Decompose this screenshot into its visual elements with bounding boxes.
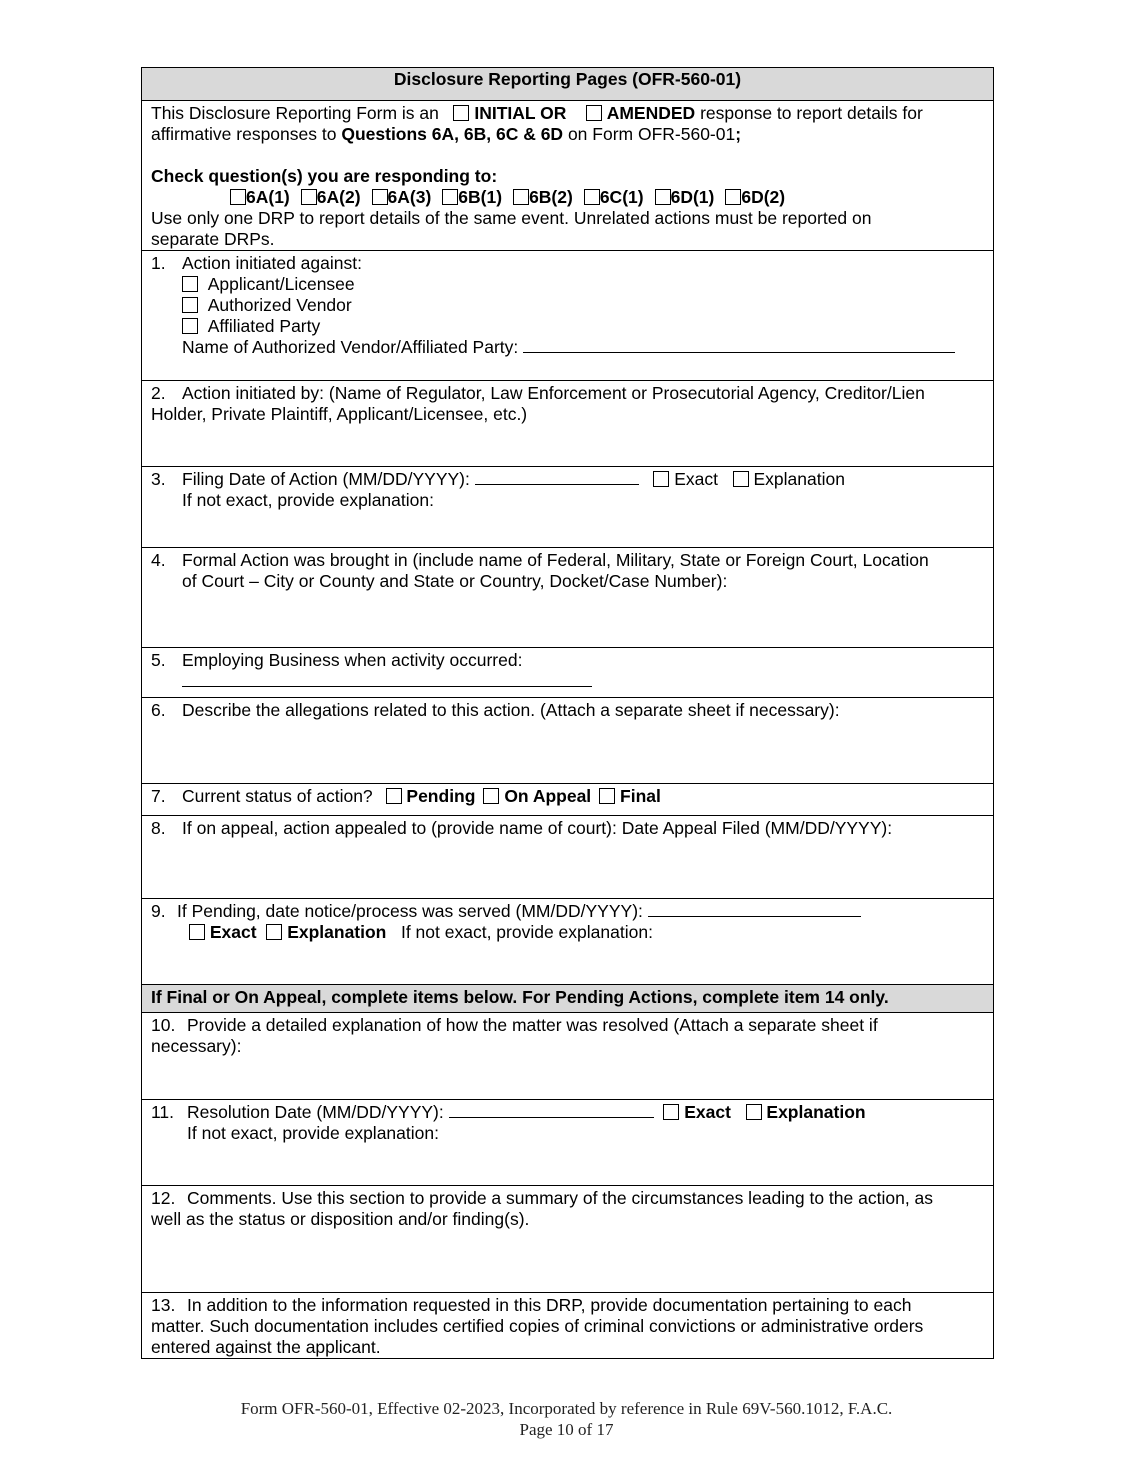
item1-label: Action initiated against: — [182, 253, 362, 273]
question-option-label: 6A(1) — [246, 187, 290, 207]
question-options — [151, 187, 984, 208]
question-checkbox[interactable] — [442, 189, 458, 205]
item-9 — [142, 898, 993, 984]
intro-line2-prefix: affirmative responses to — [151, 124, 337, 144]
item-number: 4. — [151, 550, 166, 570]
served-explanation-prompt: If not exact, provide explanation: — [400, 922, 653, 942]
party-option[interactable] — [182, 316, 984, 337]
question-option-label: 6D(1) — [670, 187, 715, 207]
question-option[interactable] — [372, 187, 432, 207]
item-number: 5. — [151, 650, 166, 670]
resolution-explanation-label: Explanation — [766, 1102, 866, 1122]
party-checkbox[interactable] — [182, 276, 198, 292]
question-option-label: 6C(1) — [599, 187, 644, 207]
resolution-explanation-checkbox[interactable] — [746, 1104, 762, 1120]
item-11 — [142, 1099, 993, 1185]
item4-line1: Formal Action was brought in (include name of Federal, Military, State or Foreign Court, Location — [182, 550, 929, 570]
resolution-date-field[interactable] — [449, 1103, 654, 1118]
question-option[interactable] — [230, 187, 290, 207]
check-heading: Check question(s) you are responding to: — [151, 166, 498, 186]
served-exact-label: Exact — [209, 922, 257, 942]
item-4 — [142, 547, 993, 647]
item-number: 11. — [151, 1102, 175, 1122]
amended-checkbox[interactable] — [586, 105, 602, 121]
intro-section — [142, 100, 993, 250]
item-number: 7. — [151, 786, 166, 806]
item2-line2: Holder, Private Plaintiff, Applicant/Licensee, etc.) — [151, 404, 528, 424]
form-header — [142, 68, 993, 100]
amended-label: AMENDED — [606, 103, 696, 123]
question-checkbox[interactable] — [513, 189, 529, 205]
intro-line2-suffix: on Form OFR-560-01 — [567, 124, 736, 144]
item-number: 1. — [151, 253, 166, 273]
party-checkbox[interactable] — [182, 318, 198, 334]
filing-explanation-prompt: If not exact, provide explanation: — [182, 490, 434, 510]
item-2 — [142, 380, 993, 466]
question-option-label: 6A(3) — [387, 187, 432, 207]
status-option-label: On Appeal — [504, 786, 592, 806]
intro-suffix: response to report details for — [700, 103, 923, 123]
served-explanation-checkbox[interactable] — [266, 924, 282, 940]
question-option-label: 6A(2) — [316, 187, 361, 207]
resolution-exact-checkbox[interactable] — [663, 1104, 679, 1120]
question-checkbox[interactable] — [372, 189, 388, 205]
item-10 — [142, 1012, 993, 1099]
item-1 — [142, 250, 993, 380]
question-option[interactable] — [584, 187, 644, 207]
item10-line1: Provide a detailed explanation of how the matter was resolved (Attach a separate sheet if — [187, 1015, 878, 1035]
item13-line1: In addition to the information requested in this DRP, provide documentation pertaining to each — [187, 1295, 912, 1315]
page-footer — [0, 1398, 1133, 1440]
item-number: 12. — [151, 1188, 176, 1208]
question-checkbox[interactable] — [230, 189, 246, 205]
filing-explanation-label: Explanation — [753, 469, 845, 489]
item-7 — [142, 783, 993, 815]
intro-note-line2: separate DRPs. — [151, 229, 275, 249]
resolution-explanation-prompt: If not exact, provide explanation: — [187, 1123, 439, 1143]
question-checkbox[interactable] — [725, 189, 741, 205]
status-option[interactable] — [599, 786, 661, 806]
party-option-label: Applicant/Licensee — [207, 274, 355, 294]
final-appeal-band — [142, 984, 993, 1012]
question-option[interactable] — [655, 187, 715, 207]
status-option-label: Pending — [406, 786, 476, 806]
intro-questions: Questions 6A, 6B, 6C & 6D — [341, 124, 564, 144]
item-8 — [142, 815, 993, 898]
intro-note-line1: Use only one DRP to report details of the same event. Unrelated actions must be reported on — [151, 208, 872, 228]
question-option[interactable] — [442, 187, 502, 207]
party-option-label: Authorized Vendor — [207, 295, 352, 315]
filing-exact-label: Exact — [674, 469, 718, 489]
resolution-exact-label: Exact — [684, 1102, 731, 1122]
footer-page-number: Page 10 of 17 — [519, 1420, 614, 1439]
intro-semicolon: ; — [735, 124, 742, 144]
intro-prefix: This Disclosure Reporting Form is an — [151, 103, 439, 123]
item-number: 2. — [151, 383, 166, 403]
filing-date-field[interactable] — [475, 470, 639, 485]
question-option[interactable] — [725, 187, 785, 207]
initial-label: INITIAL OR — [474, 103, 567, 123]
item-number: 8. — [151, 818, 166, 838]
item-number: 10. — [151, 1015, 176, 1035]
item2-line1: Action initiated by: (Name of Regulator, Law Enforcement or Prosecutorial Agency, Creditor/Lien — [182, 383, 925, 403]
question-checkbox[interactable] — [584, 189, 600, 205]
party-option-label: Affiliated Party — [207, 316, 321, 336]
item-number: 13. — [151, 1295, 176, 1315]
party-checkbox[interactable] — [182, 297, 198, 313]
served-date-field[interactable] — [648, 902, 861, 917]
item10-line2: necessary): — [151, 1036, 242, 1056]
status-label: Current status of action? — [182, 786, 373, 806]
party-option[interactable] — [182, 295, 984, 316]
item-3 — [142, 466, 993, 547]
filing-explanation-checkbox[interactable] — [733, 471, 749, 487]
question-option[interactable] — [301, 187, 361, 207]
status-option[interactable] — [483, 786, 591, 806]
footer-form-reference: Form OFR-560-01, Effective 02-2023, Incorporated by reference in Rule 69V-560.1012, F.A.C. — [240, 1399, 893, 1418]
question-option-label: 6D(2) — [741, 187, 786, 207]
filing-exact-checkbox[interactable] — [653, 471, 669, 487]
item-5 — [142, 647, 993, 697]
item-12 — [142, 1185, 993, 1292]
status-option-label: Final — [620, 786, 661, 806]
employing-business-field[interactable] — [182, 676, 592, 687]
item12-line2: well as the status or disposition and/or finding(s). — [151, 1209, 530, 1229]
status-checkbox[interactable] — [483, 788, 499, 804]
appeal-label: If on appeal, action appealed to (provide name of court): Date Appeal Filed (MM/DD/YYYY): — [182, 818, 893, 838]
allegations-label: Describe the allegations related to this action. (Attach a separate sheet if necessary): — [182, 700, 840, 720]
vendor-name-label: Name of Authorized Vendor/Affiliated Party: — [182, 337, 519, 357]
item13-line2: matter. Such documentation includes certified copies of criminal convictions or administrative orders — [151, 1316, 924, 1336]
filing-date-label: Filing Date of Action (MM/DD/YYYY): — [182, 469, 470, 489]
served-exact-checkbox[interactable] — [189, 924, 205, 940]
form-title: Disclosure Reporting Pages (OFR-560-01) — [393, 69, 742, 89]
employing-business-label: Employing Business when activity occurred: — [182, 650, 523, 670]
status-checkbox[interactable] — [386, 788, 402, 804]
item-number: 9. — [151, 901, 166, 921]
status-option[interactable] — [386, 786, 476, 806]
status-options — [378, 786, 661, 806]
status-checkbox[interactable] — [599, 788, 615, 804]
question-option-label: 6B(1) — [458, 187, 503, 207]
item12-line1: Comments. Use this section to provide a summary of the circumstances leading to the action, as — [187, 1188, 934, 1208]
served-explanation-label: Explanation — [287, 922, 387, 942]
disclosure-reporting-form — [141, 67, 994, 1359]
item-number: 3. — [151, 469, 166, 489]
question-option[interactable] — [513, 187, 573, 207]
party-option[interactable] — [182, 274, 984, 295]
item1-options — [151, 274, 984, 337]
served-date-label: If Pending, date notice/process was served (MM/DD/YYYY): — [177, 901, 643, 921]
question-checkbox[interactable] — [655, 189, 671, 205]
band-text: If Final or On Appeal, complete items below. For Pending Actions, complete item 14 only. — [151, 987, 889, 1007]
item4-line2: of Court – City or County and State or Country, Docket/Case Number): — [182, 571, 728, 591]
question-checkbox[interactable] — [301, 189, 317, 205]
vendor-name-field[interactable] — [523, 338, 955, 353]
item-6 — [142, 697, 993, 783]
item-13 — [142, 1292, 993, 1358]
resolution-date-label: Resolution Date (MM/DD/YYYY): — [187, 1102, 444, 1122]
item13-line3: entered against the applicant. — [151, 1337, 381, 1357]
item-number: 6. — [151, 700, 166, 720]
question-option-label: 6B(2) — [529, 187, 573, 207]
initial-checkbox[interactable] — [453, 105, 469, 121]
